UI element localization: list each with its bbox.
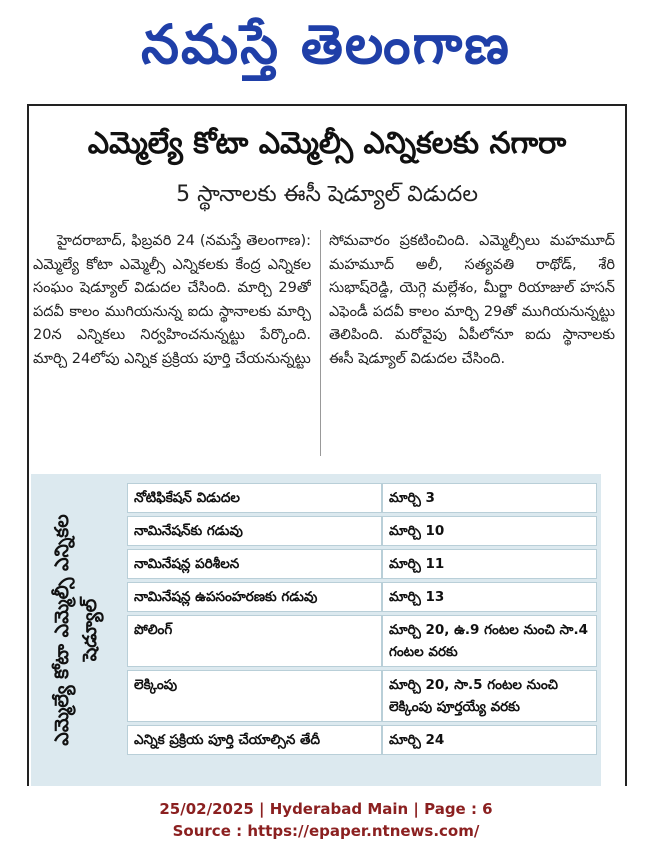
schedule-row xyxy=(127,483,597,513)
schedule-row xyxy=(127,516,597,546)
schedule-row-label: లెక్కింపు xyxy=(127,670,382,722)
article-subheadline: 5 స్థానాలకు ఈసీ షెడ్యూల్ విడుదల xyxy=(176,182,478,207)
schedule-row-label: నోటిఫికేషన్ విడుదల xyxy=(127,483,382,513)
newspaper-masthead xyxy=(0,4,652,84)
schedule-row-value: మార్చి 20, ఉ.9 గంటల నుంచి సా.4 గంటల వరకు xyxy=(382,615,597,667)
article-headline: ఎమ్మెల్యే కోటా ఎమ్మెల్సీ ఎన్నికలకు నగారా xyxy=(87,126,567,161)
article-frame xyxy=(27,104,627,786)
schedule-row-value: మార్చి 3 xyxy=(382,483,597,513)
article-body-left-column: హైదరాబాద్, ఫిబ్రవరి 24 (నమస్తే తెలంగాణ): ఎమ్మెల్యే కోటా ఎమ్మెల్సీ ఎన్నికలకు కేంద్ర ఎన్నికల సంఘం షెడ్యూల్ విడుదల చేసింది. మార్చి 29తో పదవీ కాలం ముగియనున్న ఐదు స్థానాలకు మార్చి 20న ఎన్నికలు నిర్వహించనున్నట్టు పేర్కొంది. మార్చి 24లోపు ఎన్నిక ప్రక్రియ పూర్తి చేయనున్నట్టు xyxy=(33,233,311,367)
schedule-box xyxy=(31,474,601,786)
schedule-row-value: మార్చి 13 xyxy=(382,582,597,612)
schedule-title-container xyxy=(31,474,121,786)
schedule-row-value: మార్చి 24 xyxy=(382,725,597,755)
article-body-right-column: సోమవారం ప్రకటించింది. ఎమ్మెల్సీలు మహమూద్ మహమూద్ అలీ, సత్యవతి రాథోడ్, శేరి సుభాష్‌రెడ్డి, యెగ్గె మల్లేశం, మీర్జా రియాజుల్ హసన్ ఎఫెండీ పదవీ కాలం మార్చి 29తో ముగియనున్నట్టు తెలిపింది. మరోవైపు ఏపీలోనూ ఐదు స్థానాలకు ఈసీ షెడ్యూల్ విడుదల చేసింది. xyxy=(329,233,615,367)
schedule-row-value: మార్చి 11 xyxy=(382,549,597,579)
column-divider xyxy=(320,230,321,456)
schedule-row-value: మార్చి 20, సా.5 గంటల నుంచి లెక్కింపు పూర్తయ్యే వరకు xyxy=(382,670,597,722)
schedule-row-label: ఎన్నిక ప్రక్రియ పూర్తి చేయాల్సిన తేదీ xyxy=(127,725,382,755)
schedule-row xyxy=(127,582,597,612)
footer-source-link[interactable]: Source : https://epaper.ntnews.com/ xyxy=(172,822,480,840)
page-footer xyxy=(0,798,652,842)
schedule-row-label: నామినేషన్ల ఉపసంహరణకు గడువు xyxy=(127,582,382,612)
footer-edition-info: 25/02/2025 | Hyderabad Main | Page : 6 xyxy=(159,800,493,818)
schedule-row xyxy=(127,549,597,579)
schedule-row-value: మార్చి 10 xyxy=(382,516,597,546)
masthead-title: నమస్తే తెలంగాణ xyxy=(141,12,511,76)
schedule-row-label: నామినేషన్ల పరిశీలన xyxy=(127,549,382,579)
schedule-row-label: పోలింగ్ xyxy=(127,615,382,667)
schedule-row xyxy=(127,615,597,667)
schedule-row xyxy=(127,725,597,755)
schedule-row xyxy=(127,670,597,722)
schedule-table xyxy=(127,480,597,758)
schedule-row-label: నామినేషన్‌కు గడువు xyxy=(127,516,382,546)
schedule-title: ఎమ్మెల్యే కోటా ఎమ్మెల్సీ ఎన్నికల షెడ్యూల్ xyxy=(51,514,101,746)
